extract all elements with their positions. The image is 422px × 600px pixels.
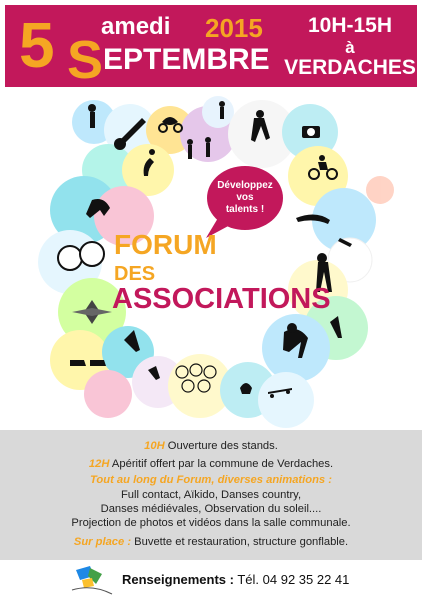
info-line-4: Full contact, Aïkido, Danses country, xyxy=(120,489,302,501)
circle-artwork xyxy=(0,90,422,430)
title-associations: ASSOCIATIONS xyxy=(112,283,331,315)
header-banner xyxy=(5,5,417,90)
month: EPTEMBRE xyxy=(103,43,270,76)
title-des: DES xyxy=(114,263,156,285)
guitar-body-icon xyxy=(114,138,126,150)
bubble-line-3: talents ! xyxy=(225,204,265,215)
info-line-6: Projection de photos et vidéos dans la salle communale. xyxy=(71,517,351,529)
animations-heading: Tout au long du Forum, diverses animations : xyxy=(89,474,332,486)
opening-time: 10H xyxy=(144,440,165,452)
hours: 10H-15H xyxy=(307,14,393,37)
at-word: à xyxy=(345,38,355,57)
cowboy-boots-icon xyxy=(70,360,86,366)
info-line-animations-heading xyxy=(0,474,422,487)
bubble-line-2: vos xyxy=(236,192,254,203)
footer xyxy=(0,560,422,600)
title-forum: FORUM xyxy=(114,229,217,260)
contact-line xyxy=(122,572,349,587)
bubble-line-1: Développez xyxy=(217,180,273,191)
talent-bubble xyxy=(206,166,283,238)
aperitif-time: 12H xyxy=(88,458,110,470)
contact-phone: Tél. 04 92 35 22 41 xyxy=(233,572,350,587)
day-number: 5 xyxy=(19,9,55,81)
badminton-icon xyxy=(205,137,211,143)
opening-text: Ouverture des stands. xyxy=(164,440,278,452)
tennis-icon xyxy=(187,139,193,145)
onsite-text: Buvette et restauration, structure gonflable. xyxy=(131,536,349,548)
town: VERDACHES xyxy=(284,56,416,79)
theatre-masks-icon xyxy=(58,246,82,270)
community-logo-icon xyxy=(68,564,116,598)
weekday: amedi xyxy=(101,13,171,40)
hiker-head-icon xyxy=(88,104,96,112)
month-initial: S xyxy=(67,30,104,90)
aperitif-text: Apéritif offert par la commune de Verdaches. xyxy=(109,458,334,470)
onsite-heading: Sur place : xyxy=(73,536,132,548)
info-line-opening xyxy=(0,440,422,453)
info-line-onsite xyxy=(0,536,422,549)
juggler-icon xyxy=(219,101,225,107)
info-line-aperitif xyxy=(0,458,422,471)
info-line-5: Danses médiévales, Observation du soleil.... xyxy=(100,503,322,515)
hiker-icon xyxy=(90,112,95,128)
contact-label: Renseignements : xyxy=(122,572,234,587)
year: 2015 xyxy=(205,13,263,43)
info-panel xyxy=(0,430,422,560)
